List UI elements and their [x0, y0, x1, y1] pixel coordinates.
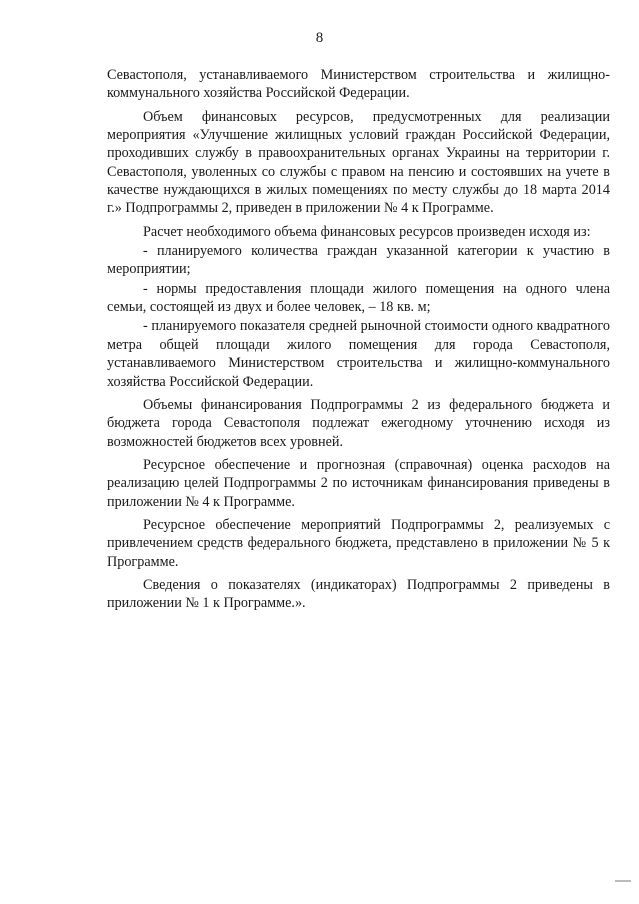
paragraph: Ресурсное обеспечение мероприятий Подпрограммы 2, реализуемых с привлечением средств федерального бюджета, представлено в приложении № 5 к Программе.	[107, 516, 610, 570]
paragraph: Севастополя, устанавливаемого Министерством строительства и жилищно-коммунального хозяйства Российской Федерации.	[107, 67, 610, 102]
paragraph: Расчет необходимого объема финансовых ресурсов произведен исходя из:	[143, 223, 591, 240]
list-item: - планируемого количества граждан указанной категории к участию в мероприятии;	[107, 243, 610, 278]
paragraph: Ресурсное обеспечение и прогнозная (справочная) оценка расходов на реализацию целей Подпрограммы 2 по источникам финансирования приведены в приложении № 4 к Программе.	[107, 456, 610, 510]
document-body	[107, 66, 610, 618]
paragraph: Сведения о показателях (индикаторах) Подпрограммы 2 приведены в приложении № 1 к Программе.».	[107, 576, 610, 612]
list-item: - планируемого показателя средней рыночной стоимости одного квадратного метра общей площади жилого помещения для города Севастополя, устанавливаемого Министерством строительства и жилищно-коммунального хозяйства Российской Федерации.	[107, 318, 610, 390]
paragraph: Объем финансовых ресурсов, предусмотренных для реализации мероприятия «Улучшение жилищных условий граждан Российской Федерации, проходивших службу в правоохранительных органах Украины на территории г. Севастополя, уволенных со службы с правом на пенсию и состоявших на учете в качестве нуждающихся в жилых помещениях по месту службы до 18 марта 2014 г.» Подпрограммы 2, приведен в приложении № 4 к Программе.	[107, 108, 610, 217]
scan-mark	[615, 880, 631, 882]
paragraph: Объемы финансирования Подпрограммы 2 из федерального бюджета и бюджета города Севастополя подлежат ежегодному уточнению исходя из возможностей бюджетов всех уровней.	[107, 396, 610, 450]
page-number: 8	[315, 30, 324, 46]
list-item: - нормы предоставления площади жилого помещения на одного члена семьи, состоящей из двух и более человек, – 18 кв. м;	[107, 280, 610, 316]
